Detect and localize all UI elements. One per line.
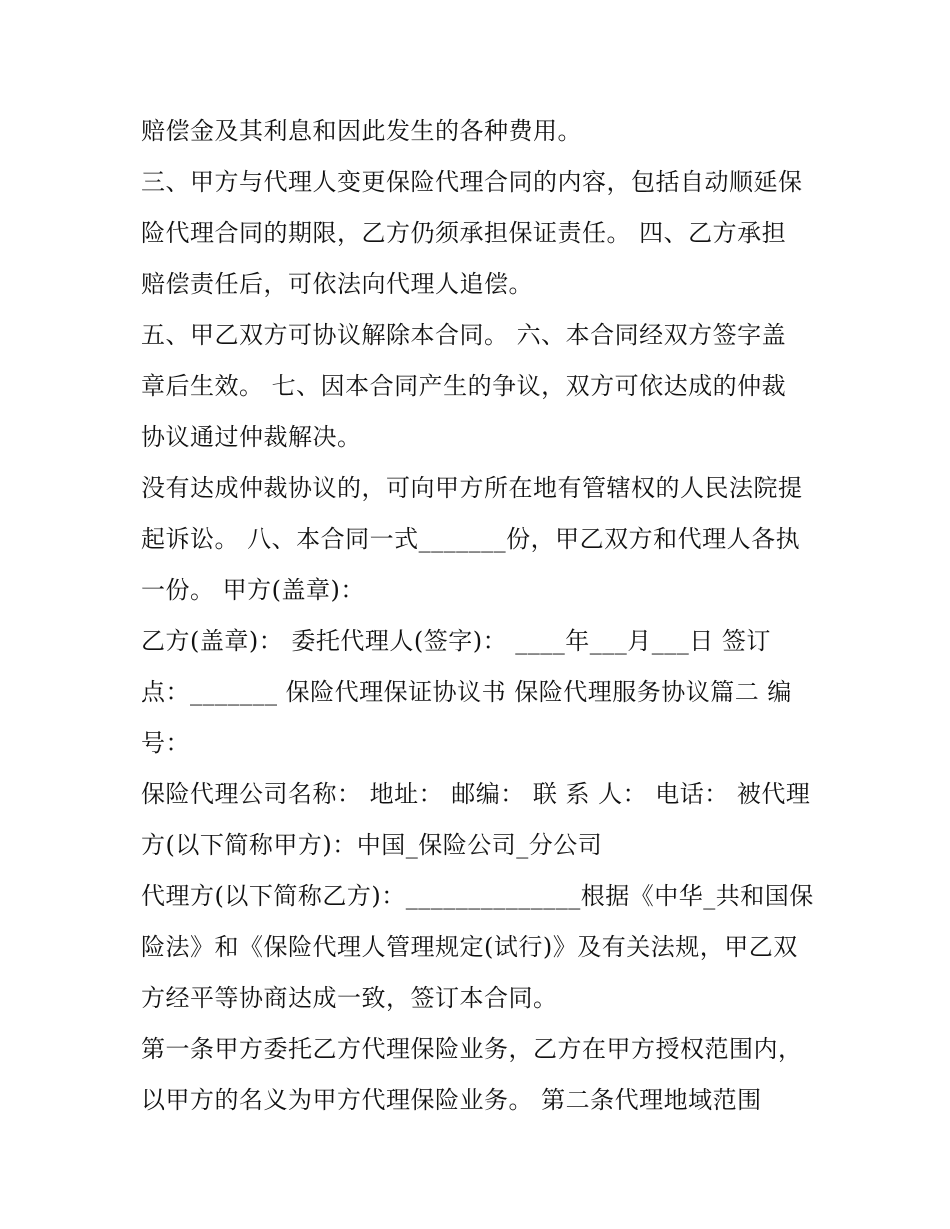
text-line: 乙方(盖章)： 委托代理人(签字)： ____年___月___日 签订 <box>141 627 771 655</box>
text-line: 章后生效。 七、因本合同产生的争议，双方可依达成的仲裁 <box>141 372 787 400</box>
text-line: 以甲方的名义为甲方代理保险业务。 第二条代理地域范围 <box>141 1086 762 1114</box>
text-line: 没有达成仲裁协议的，可向甲方所在地有管辖权的人民法院提 <box>141 474 803 502</box>
text-line: 起诉讼。 八、本合同一式_______份，甲乙双方和代理人各执 <box>141 525 801 553</box>
document-body <box>141 106 821 1126</box>
text-line: 号： <box>141 729 190 757</box>
text-line: 五、甲乙双方可协议解除本合同。 六、本合同经双方签字盖 <box>141 321 787 349</box>
text-line: 保险代理公司名称： 地址： 邮编： 联 系 人： 电话： 被代理 <box>141 780 811 808</box>
text-line: 方经平等协商达成一致，签订本合同。 <box>141 984 558 1012</box>
text-line: 险代理合同的期限，乙方仍须承担保证责任。 四、乙方承担 <box>141 219 787 247</box>
text-line: 三、甲方与代理人变更保险代理合同的内容，包括自动顺延保 <box>141 168 803 196</box>
text-line: 赔偿责任后，可依法向代理人追偿。 <box>141 270 533 298</box>
text-line: 代理方(以下简称乙方)：______________根据《中华_共和国保 <box>141 882 814 910</box>
text-line: 第一条甲方委托乙方代理保险业务，乙方在甲方授权范围内， <box>141 1035 803 1063</box>
text-line: 点：_______ 保险代理保证协议书 保险代理服务协议篇二 编 <box>141 678 792 706</box>
text-line: 一份。 甲方(盖章)： <box>141 576 365 604</box>
text-line: 方(以下简称甲方)：中国_保险公司_分公司 <box>141 831 603 859</box>
text-line: 协议通过仲裁解决。 <box>141 423 362 451</box>
text-line: 险法》和《保险代理人管理规定(试行)》及有关法规，甲乙双 <box>141 933 798 961</box>
text-line: 赔偿金及其利息和因此发生的各种费用。 <box>141 117 582 145</box>
